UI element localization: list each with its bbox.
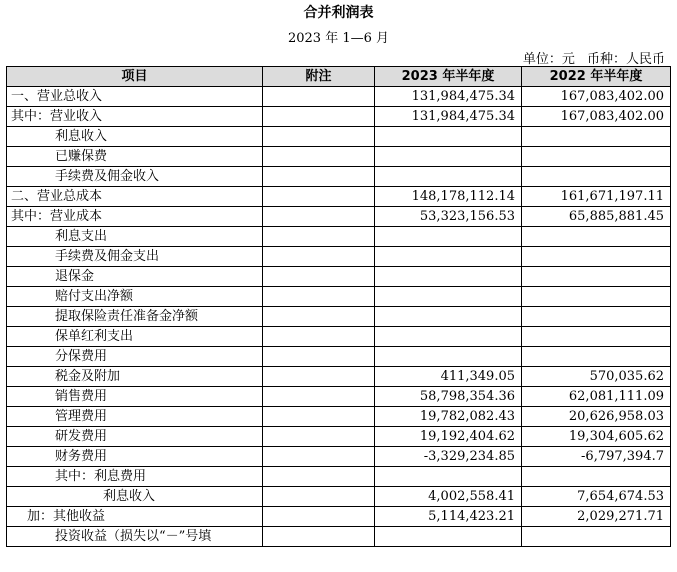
table-row (7, 527, 671, 547)
row-value-2022: 570,035.62 (522, 367, 671, 387)
row-item: 利息支出 (7, 227, 263, 247)
row-value-2023: 19,192,404.62 (375, 427, 522, 447)
row-item: 手续费及佣金收入 (7, 167, 263, 187)
row-value-2023 (375, 267, 522, 287)
row-item: 财务费用 (7, 447, 263, 467)
row-value-2023: 148,178,112.14 (375, 187, 522, 207)
report-period: 2023 年 1—6 月 (287, 31, 390, 46)
row-value-2022 (522, 527, 671, 547)
row-item: 已赚保费 (7, 147, 263, 167)
income-statement-table (6, 66, 671, 547)
row-item: 管理费用 (7, 407, 263, 427)
row-value-2023 (375, 167, 522, 187)
row-value-2022 (522, 327, 671, 347)
row-note (263, 167, 375, 187)
row-item: 销售费用 (7, 387, 263, 407)
row-value-2023 (375, 347, 522, 367)
row-item: 其中：营业成本 (7, 207, 263, 227)
row-note (263, 467, 375, 487)
table-row (7, 107, 671, 127)
table-row (7, 127, 671, 147)
row-note (263, 307, 375, 327)
row-note (263, 427, 375, 447)
row-note (263, 527, 375, 547)
row-value-2022: 20,626,958.03 (522, 407, 671, 427)
row-note (263, 287, 375, 307)
row-item: 保单红利支出 (7, 327, 263, 347)
row-value-2022 (522, 227, 671, 247)
row-value-2022: 2,029,271.71 (522, 507, 671, 527)
row-note (263, 207, 375, 227)
row-value-2023 (375, 127, 522, 147)
row-note (263, 187, 375, 207)
table-row (7, 487, 671, 507)
row-value-2022: 167,083,402.00 (522, 87, 671, 107)
table-header-row (7, 67, 671, 87)
table-row (7, 187, 671, 207)
unit-label: 单位：元 (522, 52, 575, 67)
row-value-2023 (375, 227, 522, 247)
header-note: 附注 (263, 67, 375, 87)
currency-label: 币种：人民币 (586, 52, 665, 67)
row-value-2022 (522, 467, 671, 487)
row-item: 利息收入 (7, 127, 263, 147)
unit-currency-line (515, 48, 665, 67)
row-note (263, 107, 375, 127)
table-body (7, 87, 671, 547)
row-item: 一、营业总收入 (7, 87, 263, 107)
row-value-2023: -3,329,234.85 (375, 447, 522, 467)
row-value-2022 (522, 147, 671, 167)
table-row (7, 327, 671, 347)
row-value-2023: 19,782,082.43 (375, 407, 522, 427)
row-note (263, 407, 375, 427)
row-value-2023: 4,002,558.41 (375, 487, 522, 507)
report-title: 合并利润表 (303, 5, 374, 21)
row-value-2023: 58,798,354.36 (375, 387, 522, 407)
row-value-2023: 411,349.05 (375, 367, 522, 387)
row-value-2022 (522, 307, 671, 327)
row-item: 利息收入 (7, 487, 263, 507)
row-value-2023 (375, 527, 522, 547)
header-2022: 2022 年半年度 (522, 67, 671, 87)
row-value-2022: -6,797,394.7 (522, 447, 671, 467)
row-item: 二、营业总成本 (7, 187, 263, 207)
row-note (263, 267, 375, 287)
table-row (7, 207, 671, 227)
table-row (7, 147, 671, 167)
row-value-2023 (375, 287, 522, 307)
table-row (7, 247, 671, 267)
row-value-2022 (522, 287, 671, 307)
row-item: 提取保险责任准备金净额 (7, 307, 263, 327)
row-note (263, 447, 375, 467)
row-item: 退保金 (7, 267, 263, 287)
row-value-2023 (375, 307, 522, 327)
table-row (7, 167, 671, 187)
row-note (263, 247, 375, 267)
row-item: 税金及附加 (7, 367, 263, 387)
row-value-2023: 5,114,423.21 (375, 507, 522, 527)
row-note (263, 367, 375, 387)
table-row (7, 407, 671, 427)
row-value-2023: 53,323,156.53 (375, 207, 522, 227)
row-note (263, 507, 375, 527)
table-row (7, 347, 671, 367)
table-row (7, 287, 671, 307)
row-value-2022: 65,885,881.45 (522, 207, 671, 227)
row-value-2022 (522, 347, 671, 367)
row-value-2022: 7,654,674.53 (522, 487, 671, 507)
row-item: 投资收益（损失以“－”号填 (7, 527, 263, 547)
row-item: 加：其他收益 (7, 507, 263, 527)
row-note (263, 387, 375, 407)
row-note (263, 347, 375, 367)
header-2023: 2023 年半年度 (375, 67, 522, 87)
table-row (7, 307, 671, 327)
table-row (7, 507, 671, 527)
table-row (7, 447, 671, 467)
row-value-2023 (375, 467, 522, 487)
table-row (7, 227, 671, 247)
row-value-2022: 167,083,402.00 (522, 107, 671, 127)
row-item: 其中：利息费用 (7, 467, 263, 487)
table-row (7, 267, 671, 287)
row-value-2023: 131,984,475.34 (375, 87, 522, 107)
row-note (263, 327, 375, 347)
row-value-2023 (375, 327, 522, 347)
row-value-2022 (522, 127, 671, 147)
table-row (7, 427, 671, 447)
table-row (7, 387, 671, 407)
row-note (263, 127, 375, 147)
row-value-2022 (522, 167, 671, 187)
row-item: 研发费用 (7, 427, 263, 447)
row-value-2022: 161,671,197.11 (522, 187, 671, 207)
row-note (263, 87, 375, 107)
row-value-2022: 62,081,111.09 (522, 387, 671, 407)
row-item: 其中：营业收入 (7, 107, 263, 127)
row-value-2022 (522, 247, 671, 267)
table-row (7, 87, 671, 107)
row-note (263, 147, 375, 167)
row-note (263, 227, 375, 247)
row-item: 赔付支出净额 (7, 287, 263, 307)
header-item: 项目 (7, 67, 263, 87)
row-item: 分保费用 (7, 347, 263, 367)
row-value-2023: 131,984,475.34 (375, 107, 522, 127)
row-note (263, 487, 375, 507)
row-value-2022: 19,304,605.62 (522, 427, 671, 447)
row-value-2023 (375, 147, 522, 167)
table-row (7, 467, 671, 487)
table-row (7, 367, 671, 387)
row-item: 手续费及佣金支出 (7, 247, 263, 267)
row-value-2022 (522, 267, 671, 287)
row-value-2023 (375, 247, 522, 267)
